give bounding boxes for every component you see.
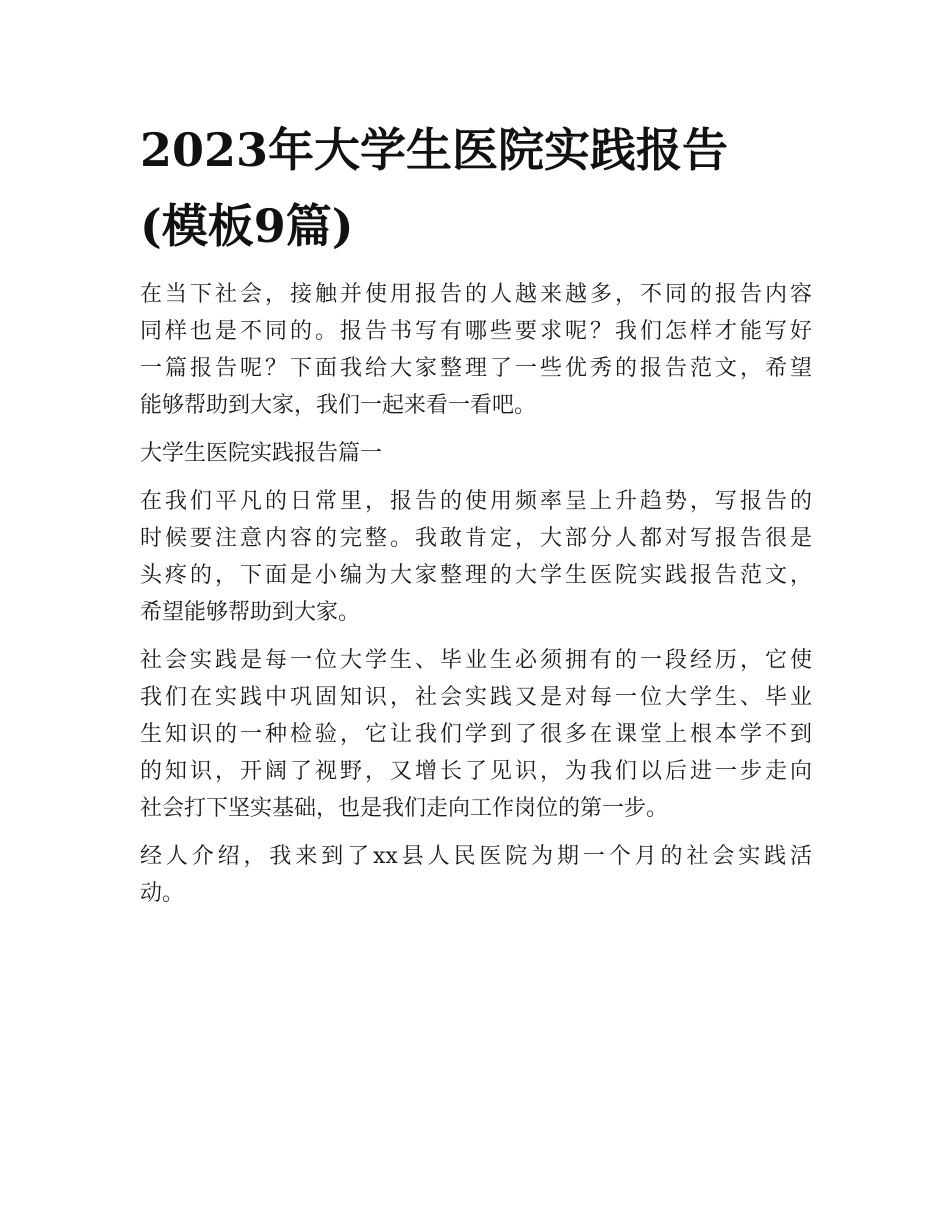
text-line: 的知识，开阔了视野，又增长了见识，为我们以后进一步走向 <box>140 759 812 784</box>
text-line: 头疼的，下面是小编为大家整理的大学生医院实践报告范文， <box>140 563 812 588</box>
text-line: 我们在实践中巩固知识，社会实践又是对每一位大学生、毕业 <box>140 685 812 710</box>
text-line: 社会实践是每一位大学生、毕业生必须拥有的一段经历，它使 <box>140 648 812 673</box>
text-line: 经人介绍，我来到了xx县人民医院为期一个月的社会实践活 <box>140 844 812 869</box>
text-line: 能够帮助到大家，我们一起来看一看吧。 <box>140 393 537 418</box>
body-paragraph <box>140 642 812 827</box>
text-line: 在我们平凡的日常里，报告的使用频率呈上升趋势，写报告的 <box>140 489 812 514</box>
text-line: 希望能够帮助到大家。 <box>140 600 361 625</box>
text-line: 动。 <box>140 881 185 906</box>
body-paragraph <box>140 483 812 631</box>
body-paragraph <box>140 838 812 912</box>
document-content <box>140 112 812 923</box>
text-line: 生知识的一种检验，它让我们学到了很多在课堂上根本学不到 <box>140 722 812 747</box>
text-line: 大学生医院实践报告篇一 <box>140 441 383 466</box>
title-line: (模板9篇) <box>140 199 354 253</box>
text-line: 一篇报告呢？下面我给大家整理了一些优秀的报告范文，希望 <box>140 356 812 381</box>
title-line: 2023年大学生医院实践报告 <box>140 123 729 177</box>
text-line: 同样也是不同的。报告书写有哪些要求呢？我们怎样才能写好 <box>140 319 812 344</box>
document-body <box>140 276 812 912</box>
intro-paragraph <box>140 276 812 424</box>
section-heading <box>140 435 812 472</box>
text-line: 社会打下坚实基础，也是我们走向工作岗位的第一步。 <box>140 796 669 821</box>
document-title <box>140 112 812 264</box>
text-line: 时候要注意内容的完整。我敢肯定，大部分人都对写报告很是 <box>140 526 812 551</box>
text-line: 在当下社会，接触并使用报告的人越来越多，不同的报告内容 <box>140 282 812 307</box>
